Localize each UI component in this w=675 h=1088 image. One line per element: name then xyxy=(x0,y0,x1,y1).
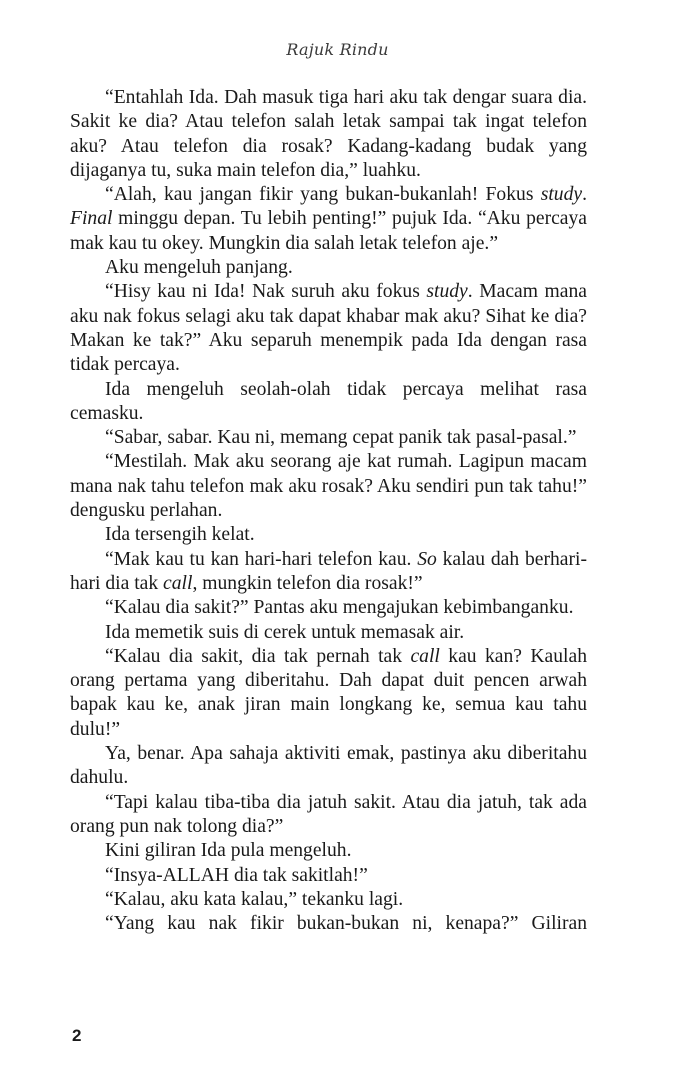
text-run: “Mestilah. Mak aku seorang aje kat rumah. Lagipun macam mana nak tahu telefon mak aku rosak? Aku sendiri pun tak tahu!” dengusku perlahan. xyxy=(70,451,587,522)
text-run: , mungkin telefon dia rosak!” xyxy=(192,572,423,594)
text-run: “Hisy kau ni Ida! Nak suruh aku fokus xyxy=(105,281,427,303)
text-run: kalau dah berhari-hari dia tak xyxy=(70,548,587,594)
paragraph xyxy=(70,280,587,377)
paragraph xyxy=(70,912,587,936)
paragraph xyxy=(70,523,587,547)
text-run: minggu depan. Tu lebih penting!” pujuk Ida. “Aku percaya mak kau tu okey. Mungkin dia salah letak telefon aje.” xyxy=(70,208,587,254)
italic-text-run: study xyxy=(540,184,583,206)
text-run: “Kalau dia sakit?” Pantas aku mengajukan kebimbanganku. xyxy=(105,597,574,619)
paragraph xyxy=(70,450,587,523)
paragraph xyxy=(70,183,587,256)
text-run: Ida memetik suis di cerek untuk memasak air. xyxy=(105,621,465,643)
text-run: “Sabar, sabar. Kau ni, memang cepat panik tak pasal-pasal.” xyxy=(105,427,577,449)
text-run: “Insya-ALLAH dia tak sakitlah!” xyxy=(105,864,368,886)
italic-text-run: So xyxy=(417,548,437,570)
text-run: Kini giliran Ida pula mengeluh. xyxy=(105,840,352,862)
text-run: . Macam mana aku nak fokus selagi aku tak dapat khabar mak aku? Sihat ke dia? Makan ke tak?” Aku separuh menempik pada Ida dengan rasa tidak percaya. xyxy=(70,281,587,376)
paragraph xyxy=(70,621,587,645)
body-text xyxy=(70,86,587,936)
paragraph xyxy=(70,256,587,280)
page-number: 2 xyxy=(72,1026,82,1045)
running-head-title: Rajuk Rindu xyxy=(286,40,389,59)
paragraph xyxy=(70,864,587,888)
paragraph xyxy=(70,86,587,183)
paragraph xyxy=(70,791,587,840)
text-run: Ida tersengih kelat. xyxy=(105,524,255,546)
text-run: Aku mengeluh panjang. xyxy=(105,257,293,279)
italic-text-run: call xyxy=(410,645,440,667)
text-run: “Yang kau nak fikir bukan-bukan ni, kenapa?” Giliran xyxy=(105,913,587,935)
text-run: “Alah, kau jangan fikir yang bukan-bukanlah! Fokus xyxy=(105,184,541,206)
text-run: kau kan? Kaulah orang pertama yang diberitahu. Dah dapat duit pencen arwah bapak kau ke, anak jiran main longkang ke, semua kau tahu dulu!” xyxy=(70,645,587,740)
text-run: “Kalau dia sakit, dia tak pernah tak xyxy=(105,645,411,667)
text-run: “Entahlah Ida. Dah masuk tiga hari aku tak dengar suara dia. Sakit ke dia? Atau telefon salah letak sampai tak ingat telefon aku? Atau telefon dia rosak? Kadang-kadang budak yang dijaganya tu, suka main telefon dia,” luahku. xyxy=(70,87,587,181)
italic-text-run: study xyxy=(426,281,468,303)
paragraph xyxy=(70,378,587,427)
italic-text-run: Final xyxy=(70,208,113,230)
text-run: “Mak kau tu kan hari-hari telefon kau. xyxy=(105,548,418,570)
text-run: “Kalau, aku kata kalau,” tekanku lagi. xyxy=(105,888,404,910)
text-run: Ida mengeluh seolah-olah tidak percaya melihat rasa cemasku. xyxy=(70,378,587,424)
text-run: Ya, benar. Apa sahaja aktiviti emak, pastinya aku diberitahu dahulu. xyxy=(70,743,587,789)
italic-text-run: call xyxy=(163,572,193,594)
text-run: . xyxy=(582,184,587,206)
paragraph xyxy=(70,426,587,450)
paragraph xyxy=(70,839,587,863)
paragraph xyxy=(70,548,587,597)
paragraph xyxy=(70,742,587,791)
paragraph xyxy=(70,645,587,742)
paragraph xyxy=(70,888,587,912)
paragraph xyxy=(70,596,587,620)
text-run: “Tapi kalau tiba-tiba dia jatuh sakit. Atau dia jatuh, tak ada orang pun nak tolong dia?” xyxy=(70,791,587,837)
